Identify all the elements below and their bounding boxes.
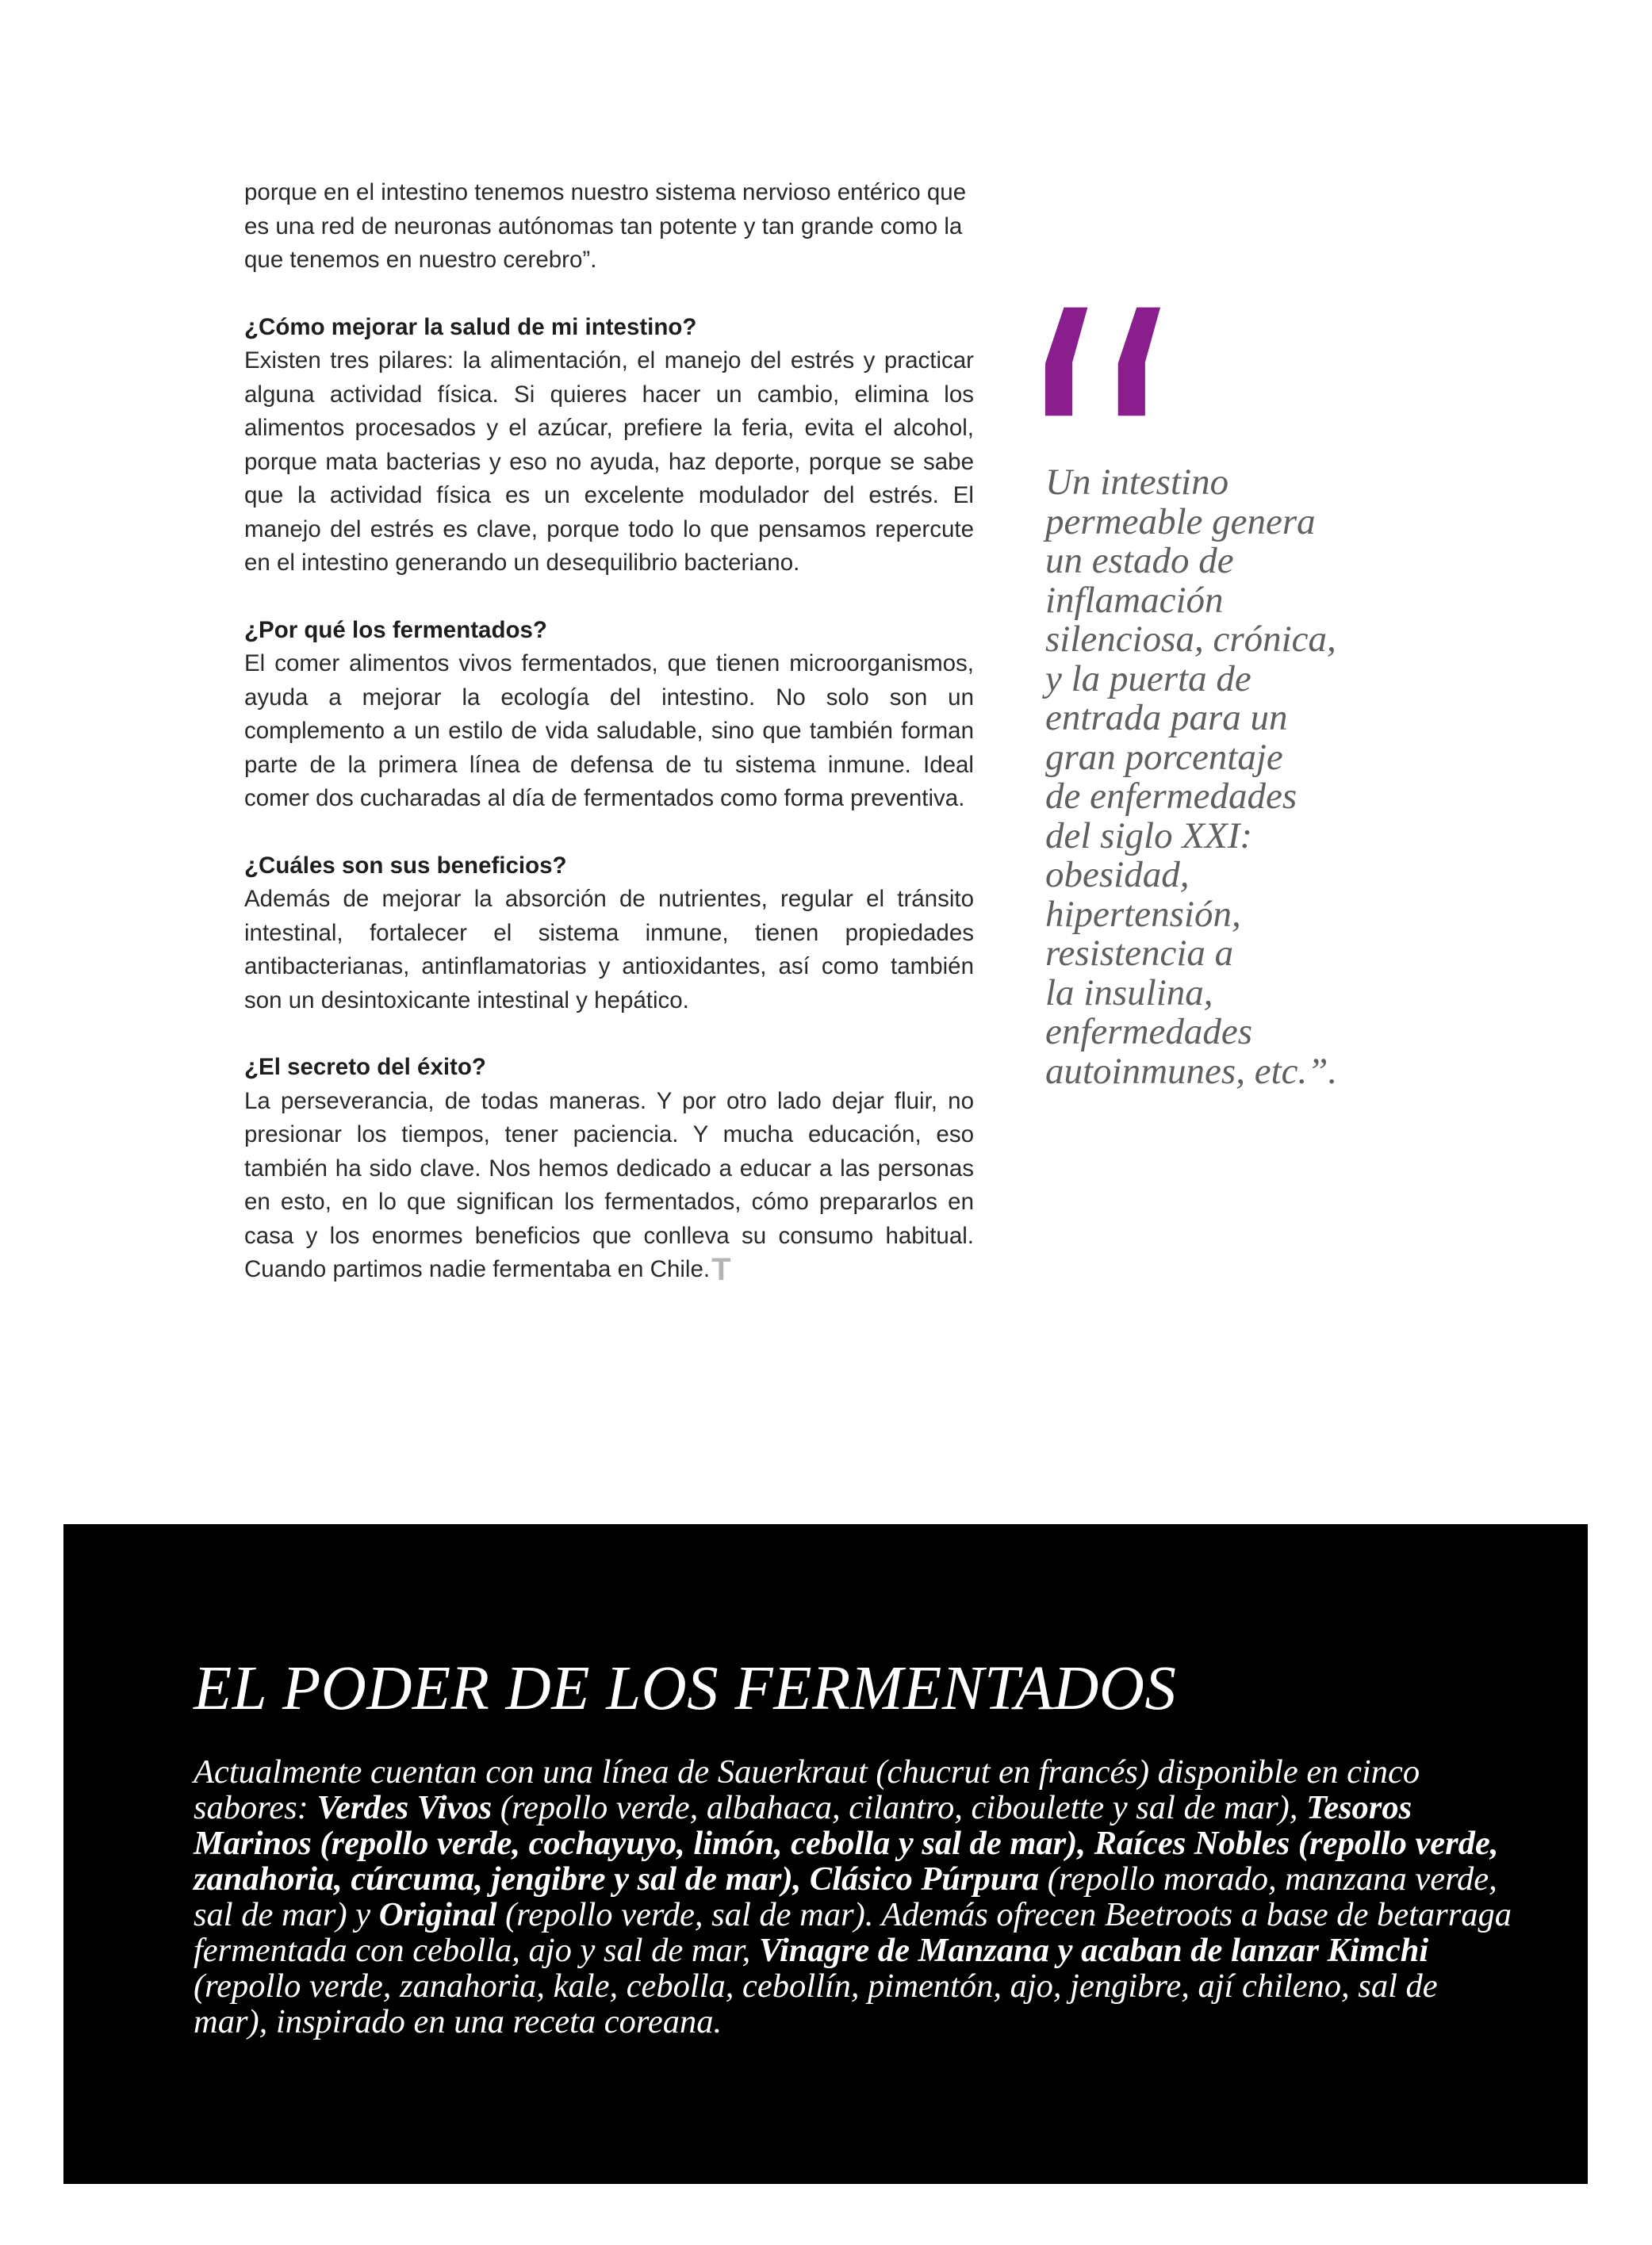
section-intestine-health: [244, 311, 974, 580]
section-why-fermented: [244, 614, 974, 816]
quote-mark-left: [1045, 308, 1087, 416]
quote-mark-right: [1118, 308, 1160, 416]
pull-quote-text: Un intestino permeable genera un estado de inflamación silenciosa, crónica, y la puerta de entrada para un gran porcentaje de enfermedades del siglo XXI: obesidad, hipertensión, resistencia a la insulina, enfermedades autoinmunes, etc.”.: [1045, 462, 1338, 1092]
sidebar-text-part: Actualmente cuentan con una línea de Sauerkraut (chucrut en francés) disponible en cinco sabores:: [194, 1753, 1420, 1826]
end-of-article-mark: T: [711, 1252, 731, 1287]
pull-quote: [1045, 295, 1394, 1092]
section-body: Existen tres pilares: la alimentación, el manejo del estrés y practicar alguna actividad física. Si quieres hacer un cambio, elimina los alimentos procesados y el azúcar, prefiere la feria, evita el alcohol, porque mata bacterias y eso no ayuda, haz deporte, porque se sabe que la actividad física es un excelente modulador del estrés. El manejo del estrés es clave, porque todo lo que pensamos repercute en el intestino generando un desequilibrio bacteriano.: [244, 347, 974, 576]
sidebar-text-part: (repollo morado, manzana verde, sal de mar) y: [194, 1860, 1497, 1933]
section-body: Además de mejorar la absorción de nutrientes, regular el tránsito intestinal, fortalecer el sistema inmune, tienen propiedades antibacterianas, antinflamatorias y antioxidantes, así como también son un desintoxicante intestinal y hepático.: [244, 886, 974, 1013]
section-heading: ¿El secreto del éxito?: [244, 1054, 486, 1080]
quote-mark-icon: [1045, 295, 1172, 430]
product-name: Original: [378, 1896, 497, 1933]
sidebar-text-part: (repollo verde, albahaca, cilantro, ciboulette y sal de mar),: [492, 1789, 1307, 1826]
section-body-wrapper: [244, 1085, 974, 1287]
section-heading: ¿Cuáles son sus beneficios?: [244, 852, 567, 879]
sidebar-title: EL PODER DE LOS FERMENTADOS: [194, 1654, 1177, 1723]
sidebar-text: [194, 1754, 1514, 2040]
section-body: El comer alimentos vivos fermentados, que tienen microorganismos, ayuda a mejorar la ecología del intestino. No solo son un complemento a un estilo de vida saludable, sino que también forman parte de la primera línea de defensa de tu sistema inmune. Ideal comer dos cucharadas al día de fermentados como forma preventiva.: [244, 650, 974, 811]
section-heading: ¿Por qué los fermentados?: [244, 616, 547, 643]
section-benefits: [244, 849, 974, 1018]
product-name: Verdes Vivos: [316, 1789, 493, 1826]
article-body: [244, 176, 974, 1320]
product-name: Tesoros Marinos (repollo verde, cochayuyo, limón, cebolla y sal de mar), Raíces Nobles (repollo verde, zanahoria, cúrcuma, jengibre y sal de mar), Clásico Púrpura: [194, 1789, 1499, 1898]
sidebar-box: [63, 1524, 1588, 2184]
section-heading: ¿Cómo mejorar la salud de mi intestino?: [244, 313, 697, 340]
sidebar-text-part: (repollo verde, zanahoria, kale, cebolla, cebollín, pimentón, ajo, jengibre, ají chileno, sal de mar), inspirado en una receta coreana.: [194, 1967, 1438, 2040]
product-name: Vinagre de Manzana y acaban de lanzar Kimchi: [758, 1932, 1429, 1969]
lead-paragraph: porque en el intestino tenemos nuestro sistema nervioso entérico que es una red de neuronas autónomas tan potente y tan grande como la que tenemos en nuestro cerebro”.: [244, 179, 967, 273]
section-body: La perseverancia, de todas maneras. Y por otro lado dejar fluir, no presionar los tiempos, tener paciencia. Y mucha educación, eso también ha sido clave. Nos hemos dedicado a educar a las personas en esto, en lo que significan los fermentados, cómo prepararlos en casa y los enormes beneficios que conlleva su consumo habitual. Cuando partimos nadie fermentaba en Chile.: [244, 1087, 974, 1282]
section-secret-of-success: [244, 1051, 974, 1287]
sidebar-text-part: (repollo verde, sal de mar). Además ofrecen Beetroots a base de betarraga fermentada con cebolla, ajo y sal de mar,: [194, 1896, 1512, 1969]
